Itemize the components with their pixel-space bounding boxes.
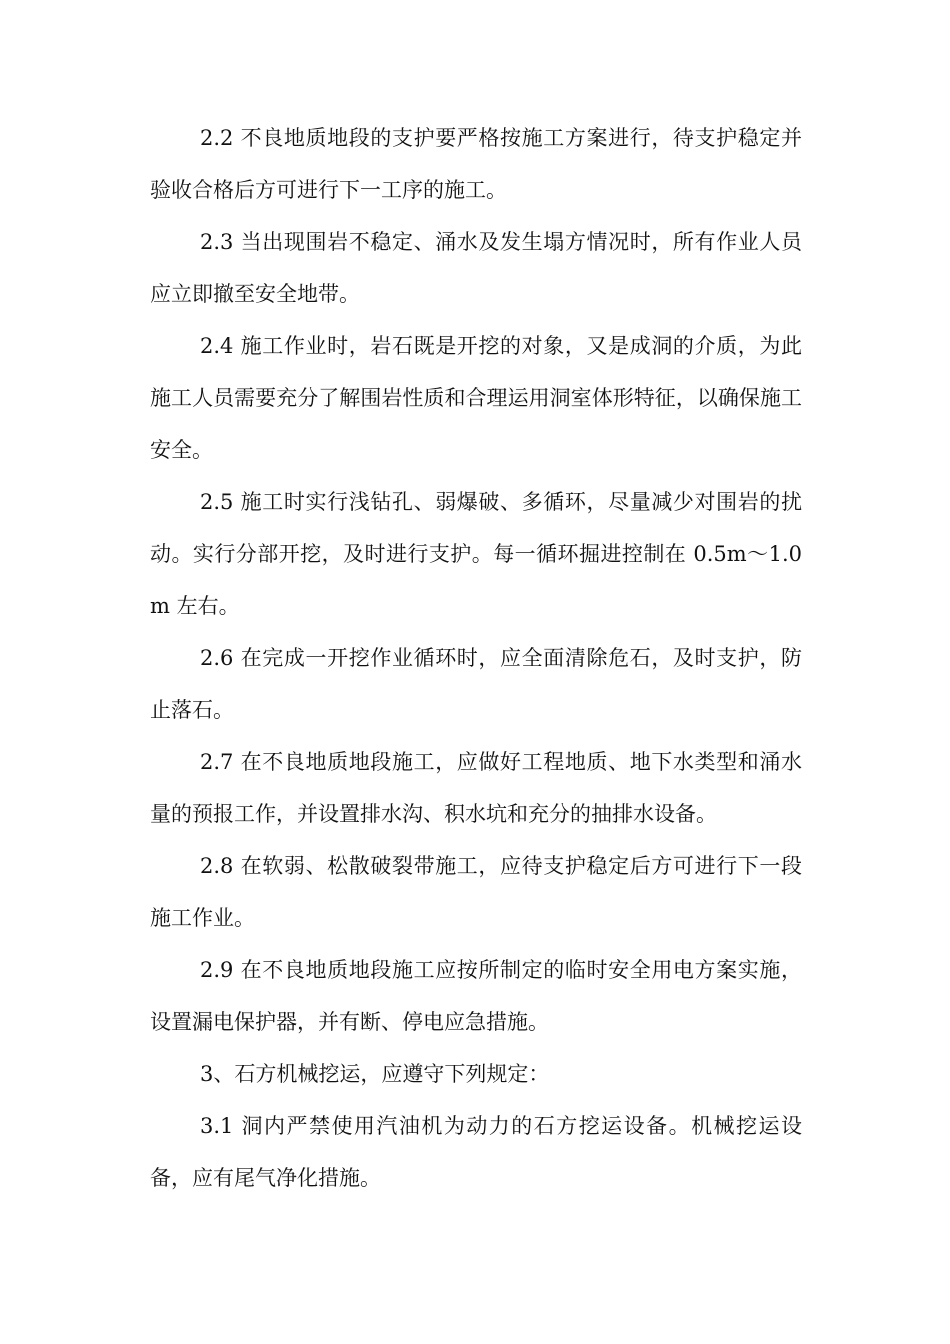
paragraph-2-3: 2.3 当出现围岩不稳定、涌水及发生塌方情况时，所有作业人员应立即撤至安全地带。 — [150, 230, 802, 306]
paragraph-2-5: 2.5 施工时实行浅钻孔、弱爆破、多循环，尽量减少对围岩的扰动。实行分部开挖，及时进行支护。每一循环掘进控制在 0.5m～1.0m 左右。 — [150, 490, 802, 618]
document-body — [150, 112, 802, 1204]
paragraph-2-7: 2.7 在不良地质地段施工，应做好工程地质、地下水类型和涌水量的预报工作，并设置排水沟、积水坑和充分的抽排水设备。 — [150, 750, 802, 826]
paragraph-2-4: 2.4 施工作业时，岩石既是开挖的对象，又是成洞的介质，为此施工人员需要充分了解围岩性质和合理运用洞室体形特征，以确保施工安全。 — [150, 334, 802, 462]
paragraph-2-8: 2.8 在软弱、松散破裂带施工，应待支护稳定后方可进行下一段施工作业。 — [150, 854, 802, 930]
paragraph-2-9: 2.9 在不良地质地段施工应按所制定的临时安全用电方案实施，设置漏电保护器，并有断、停电应急措施。 — [150, 958, 802, 1034]
paragraph-3-1: 3.1 洞内严禁使用汽油机为动力的石方挖运设备。机械挖运设备，应有尾气净化措施。 — [150, 1114, 802, 1190]
paragraph-2-2: 2.2 不良地质地段的支护要严格按施工方案进行，待支护稳定并验收合格后方可进行下一工序的施工。 — [150, 126, 802, 202]
paragraph-2-6: 2.6 在完成一开挖作业循环时，应全面清除危石，及时支护，防止落石。 — [150, 646, 802, 722]
section-heading-3: 3、石方机械挖运，应遵守下列规定： — [200, 1062, 550, 1086]
